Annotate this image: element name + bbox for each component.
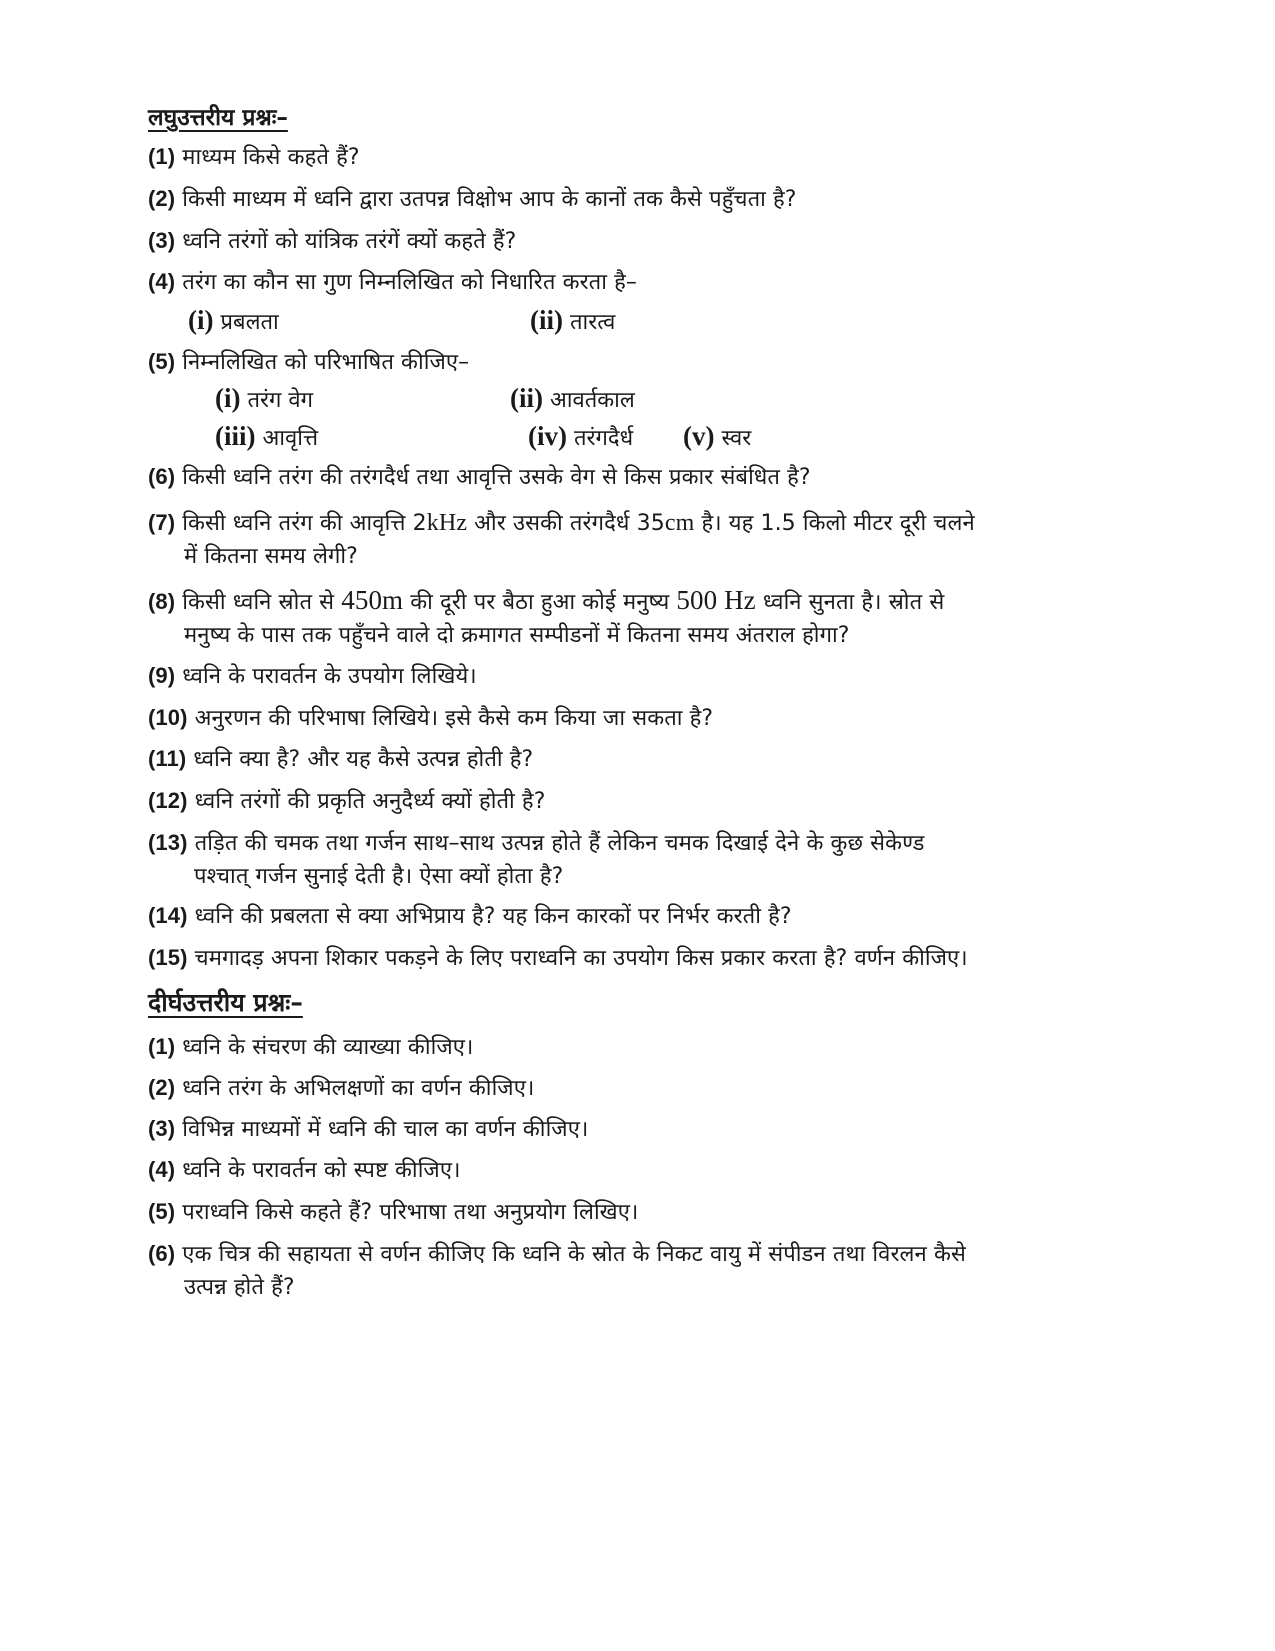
question-number: (5)	[148, 1199, 176, 1224]
question-number: (11)	[148, 746, 187, 771]
question-number: (2)	[148, 1075, 176, 1100]
question-number: (7)	[148, 510, 176, 535]
q4-option-ii	[530, 305, 615, 338]
short-question-4	[148, 265, 637, 299]
option-text: आवर्तकाल	[550, 388, 635, 413]
long-question-2	[148, 1071, 534, 1105]
question-continuation: मनुष्य के पास तक पहुँचने वाले दो क्रमागत सम्पीडनों में कितना समय अंतराल होगा?	[184, 623, 850, 648]
question-number: (1)	[148, 1034, 176, 1059]
short-question-13	[148, 826, 925, 893]
question-number: (10)	[148, 705, 188, 730]
question-text: विभिन्न माध्यमों में ध्वनि की चाल का वर्णन कीजिए।	[182, 1117, 589, 1142]
question-text: एक चित्र की सहायता से वर्णन कीजिए कि ध्वनि के स्रोत के निकट वायु में संपीडन तथा विरलन कैसे	[182, 1242, 966, 1267]
question-text: ध्वनि के परावर्तन को स्पष्ट कीजिए।	[182, 1158, 461, 1183]
question-number: (8)	[148, 589, 176, 614]
option-text: तारत्व	[570, 310, 616, 335]
question-number: (2)	[148, 186, 176, 211]
question-continuation: में कितना समय लेगी?	[184, 544, 358, 569]
question-text: ध्वनि तरंगों को यांत्रिक तरंगें क्यों कहते हैं?	[182, 229, 517, 254]
short-question-2	[148, 182, 797, 216]
question-text: ध्वनि क्या है? और यह कैसे उत्पन्न होती है?	[193, 747, 534, 772]
long-question-3	[148, 1112, 588, 1146]
question-text: किसी माध्यम में ध्वनि द्वारा उतपन्न विक्षोभ आप के कानों तक कैसे पहुँचता है?	[182, 187, 797, 212]
question-text: ध्वनि तरंगों की प्रकृति अनुदैर्ध्य क्यों होती है?	[194, 789, 546, 814]
question-continuation: उत्पन्न होते हैं?	[184, 1275, 295, 1300]
option-text: प्रबलता	[220, 310, 279, 335]
question-number: (9)	[148, 663, 176, 688]
short-question-9	[148, 659, 477, 693]
question-text: पराध्वनि किसे कहते हैं? परिभाषा तथा अनुप्रयोग लिखिए।	[182, 1200, 639, 1225]
question-number: (4)	[148, 269, 176, 294]
question-number: (12)	[148, 788, 188, 813]
question-number: (15)	[148, 945, 188, 970]
question-number: (4)	[148, 1157, 176, 1182]
question-text: ध्वनि की प्रबलता से क्या अभिप्राय है? यह किन कारकों पर निर्भर करती है?	[194, 904, 792, 929]
question-continuation: पश्चात् गर्जन सुनाई देती है। ऐसा क्यों होता है?	[194, 864, 564, 889]
q5-option-iv	[528, 421, 633, 454]
question-text: ध्वनि के संचरण की व्याख्या कीजिए।	[182, 1035, 474, 1060]
question-text: ध्वनि के परावर्तन के उपयोग लिखिये।	[182, 664, 477, 689]
question-text: ध्वनि तरंग के अभिलक्षणों का वर्णन कीजिए।	[182, 1076, 535, 1101]
question-number: (5)	[148, 349, 176, 374]
question-text-a: किसी ध्वनि स्रोत से	[182, 590, 335, 615]
question-number: (1)	[148, 144, 176, 169]
short-answer-heading: लघुउत्तरीय प्रश्नः–	[148, 105, 288, 131]
q5-option-i	[215, 383, 313, 416]
question-text-c: है। यह 1.5 किलो मीटर दूरी चलने	[701, 511, 975, 536]
option-text: तरंगदैर्ध	[573, 426, 634, 451]
question-text-a: किसी ध्वनि तरंग की आवृत्ति 2	[182, 511, 427, 536]
unit-khz: kHz	[426, 510, 468, 536]
value-frequency: 500 Hz	[676, 585, 756, 615]
q5-option-iii	[215, 421, 318, 454]
question-number: (14)	[148, 903, 188, 928]
question-text: तड़ित की चमक तथा गर्जन साथ–साथ उत्पन्न होते हैं लेकिन चमक दिखाई देने के कुछ सेकेण्ड	[194, 831, 925, 856]
option-number: (iv)	[528, 421, 567, 451]
question-number: (3)	[148, 228, 176, 253]
question-text: किसी ध्वनि तरंग की तरंगदैर्ध तथा आवृत्ति उसके वेग से किस प्रकार संबंधित है?	[182, 465, 811, 490]
q5-option-v	[683, 421, 751, 454]
long-question-6	[148, 1237, 966, 1304]
short-question-3	[148, 224, 516, 258]
unit-cm: cm	[664, 510, 695, 536]
option-text: स्वर	[721, 426, 752, 451]
long-question-4	[148, 1153, 461, 1187]
option-text: आवृत्ति	[262, 426, 319, 451]
short-question-5	[148, 345, 469, 379]
long-question-5	[148, 1195, 638, 1229]
short-question-10	[148, 701, 713, 735]
question-text: अनुरणन की परिभाषा लिखिये। इसे कैसे कम किया जा सकता है?	[194, 706, 714, 731]
long-answer-heading: दीर्घउत्तरीय प्रश्नः–	[148, 988, 303, 1017]
option-number: (i)	[215, 383, 241, 413]
q5-option-ii	[510, 383, 635, 416]
short-question-6	[148, 460, 811, 494]
question-text: माध्यम किसे कहते हैं?	[182, 145, 360, 170]
question-number: (13)	[148, 830, 188, 855]
option-text: तरंग वेग	[247, 388, 314, 413]
short-question-8	[148, 584, 944, 652]
q4-option-i	[188, 305, 279, 338]
question-text: निम्नलिखित को परिभाषित कीजिए–	[182, 350, 470, 375]
short-question-12	[148, 784, 546, 818]
question-text: चमगादड़ अपना शिकार पकड़ने के लिए पराध्वनि का उपयोग किस प्रकार करता है? वर्णन कीजिए।	[194, 946, 968, 971]
question-text-c: ध्वनि सुनता है। स्रोत से	[762, 590, 945, 615]
option-number: (v)	[683, 421, 715, 451]
long-question-1	[148, 1030, 473, 1064]
question-number: (6)	[148, 1241, 176, 1266]
value-distance: 450m	[341, 585, 404, 615]
short-question-14	[148, 899, 792, 933]
short-question-1	[148, 140, 360, 174]
option-number: (i)	[188, 305, 214, 335]
question-number: (6)	[148, 464, 176, 489]
short-question-15	[148, 941, 968, 975]
question-text: तरंग का कौन सा गुण निम्नलिखित को निधारित करता है–	[182, 270, 637, 295]
option-number: (ii)	[530, 305, 563, 335]
question-text-b: और उसकी तरंगदैर्ध 35	[474, 511, 665, 536]
question-number: (3)	[148, 1116, 176, 1141]
question-text-b: की दूरी पर बैठा हुआ कोई मनुष्य	[410, 590, 670, 615]
option-number: (iii)	[215, 421, 256, 451]
option-number: (ii)	[510, 383, 543, 413]
short-question-7	[148, 506, 975, 573]
short-question-11	[148, 742, 533, 776]
